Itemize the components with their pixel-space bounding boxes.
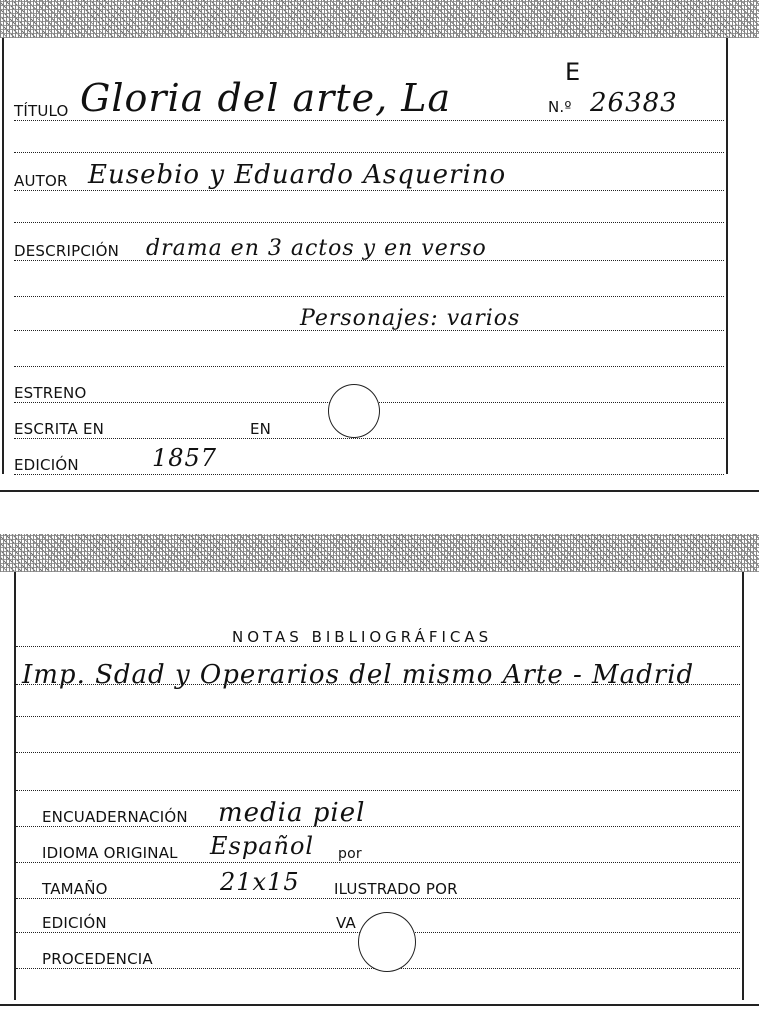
tamano-line (16, 898, 740, 899)
card-bottom-edge (0, 1004, 759, 1006)
edicion-label-bottom: EDICIÓN (42, 914, 107, 932)
valor-label: VA (336, 914, 356, 932)
idioma-label: IDIOMA ORIGINAL (42, 844, 178, 862)
blank-line-1 (14, 152, 724, 153)
numero-label: N.º (548, 98, 572, 116)
scan-noise-top (0, 0, 759, 38)
descripcion-label: DESCRIPCIÓN (14, 242, 120, 260)
ink-blot-top (328, 384, 380, 438)
en-label: EN (250, 420, 272, 438)
descripcion-value: drama en 3 actos y en verso (146, 236, 487, 261)
notas-line-4 (16, 752, 740, 753)
personajes-line (14, 330, 724, 331)
notas-line-2 (16, 684, 740, 685)
descripcion-line (14, 260, 724, 261)
scan-noise-bottom (0, 534, 759, 572)
notas-line-5 (16, 790, 740, 791)
blank-line-4 (14, 366, 724, 367)
procedencia-label: PROCEDENCIA (42, 950, 153, 968)
numero-letter: E (565, 58, 582, 86)
edicion-label-top: EDICIÓN (14, 456, 79, 474)
tamano-value: 21x15 (220, 868, 300, 896)
titulo-value: Gloria del arte, La (80, 76, 452, 120)
numero-value: 26383 (590, 88, 678, 118)
escrita-en-line (14, 438, 724, 439)
estreno-label: ESTRENO (14, 384, 87, 402)
titulo-label: TÍTULO (14, 102, 69, 120)
edicion-value-top: 1857 (152, 444, 218, 472)
edicion-line-top (14, 474, 724, 475)
titulo-line (14, 120, 724, 121)
encuadernacion-label: ENCUADERNACIÓN (42, 808, 188, 826)
autor-value: Eusebio y Eduardo Asquerino (88, 160, 507, 190)
notas-line-1 (16, 646, 740, 647)
ilustrado-label: ILUSTRADO POR (334, 880, 458, 898)
encuadernacion-line (16, 826, 740, 827)
escrita-en-label: ESCRITA EN (14, 420, 105, 438)
encuadernacion-value: media piel (218, 798, 366, 828)
autor-line (14, 190, 724, 191)
idioma-value: Español (210, 832, 315, 860)
blank-line-2 (14, 222, 724, 223)
ink-blot-bottom (358, 912, 416, 972)
notas-value: Imp. Sdad y Operarios del mismo Arte - Madrid (22, 660, 695, 690)
notas-heading: NOTAS BIBLIOGRÁFICAS (232, 628, 493, 646)
blank-line-3 (14, 296, 724, 297)
tamano-label: TAMAÑO (42, 880, 108, 898)
por-label: por (338, 846, 362, 862)
notas-line-3 (16, 716, 740, 717)
personajes-value: Personajes: varios (300, 306, 521, 331)
card-top-bottom-edge (0, 490, 759, 492)
autor-label: AUTOR (14, 172, 68, 190)
idioma-line (16, 862, 740, 863)
